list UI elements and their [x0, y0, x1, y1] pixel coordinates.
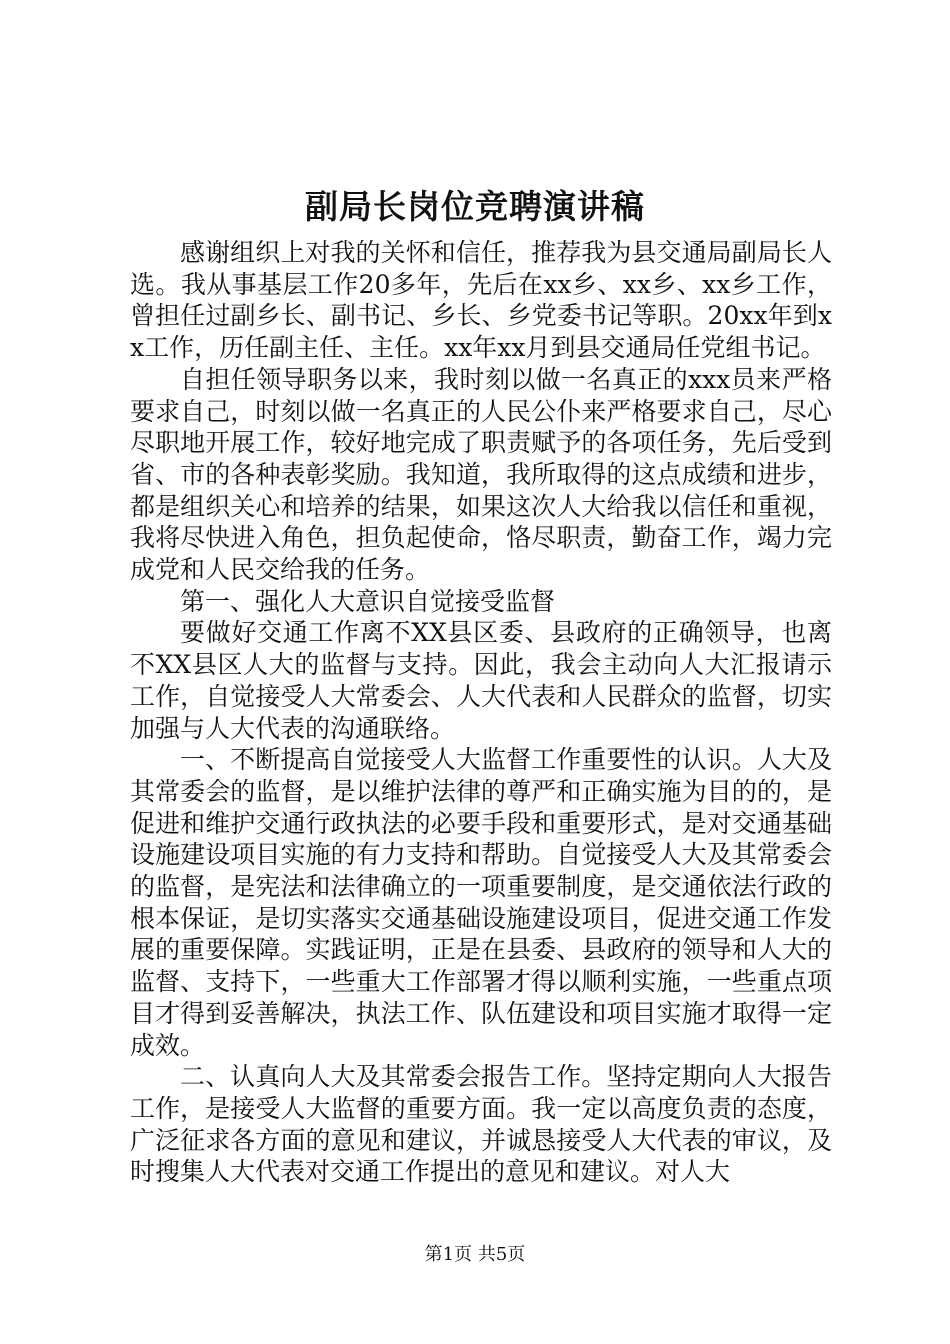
- paragraph-experience: 自担任领导职务以来，我时刻以做一名真正的xxx员来严格要求自己，时刻以做一名真正的人民公仆来严格要求自己，尽心尽职地开展工作，较好地完成了职责赋予的各项任务，先后受到省、市的各种表彰奖励。我知道，我所取得的这点成绩和进步，都是组织关心和培养的结果，如果这次人大给我以信任和重视，我将尽快进入角色，担负起使命，恪尽职责，勤奋工作，竭力完成党和人民交给我的任务。: [130, 364, 832, 585]
- paragraph-intro: 感谢组织上对我的关怀和信任，推荐我为县交通局副局长人选。我从事基层工作20多年，先后在xx乡、xx乡、xx乡工作，曾担任过副乡长、副书记、乡长、乡党委书记等职。20xx年到xx工作，历任副主任、主任。xx年xx月到县交通局任党组书记。: [130, 238, 832, 363]
- page-footer: 第1页 共5页: [424, 1244, 526, 1265]
- paragraph-supervision: 要做好交通工作离不XX县区委、县政府的正确领导，也离不XX县区人大的监督与支持。因此，我会主动向人大汇报请示工作，自觉接受人大常委会、人大代表和人民群众的监督，切实加强与人大代表的沟通联络。: [130, 618, 832, 743]
- document-title: 副局长岗位竞聘演讲稿: [305, 187, 645, 226]
- section-heading-first: 第一、强化人大意识自觉接受监督: [180, 586, 556, 616]
- paragraph-point-two: 二、认真向人大及其常委会报告工作。坚持定期向人大报告工作，是接受人大监督的重要方面。我一定以高度负责的态度，广泛征求各方面的意见和建议，并诚恳接受人大代表的审议，及时搜集人大代表对交通工作提出的意见和建议。对人大: [130, 1062, 832, 1187]
- document-body: [130, 237, 832, 1188]
- paragraph-point-one: 一、不断提高自觉接受人大监督工作重要性的认识。人大及其常委会的监督，是以维护法律的尊严和正确实施为目的的，是促进和维护交通行政执法的必要手段和重要形式，是对交通基础设施建设项目实施的有力支持和帮助。自觉接受人大及其常委会的监督，是宪法和法律确立的一项重要制度，是交通依法行政的根本保证，是切实落实交通基础设施建设项目，促进交通工作发展的重要保障。实践证明，正是在县委、县政府的领导和人大的监督、支持下，一些重大工作部署才得以顺利实施，一些重点项目才得到妥善解决，执法工作、队伍建设和项目实施才取得一定成效。: [130, 745, 832, 1060]
